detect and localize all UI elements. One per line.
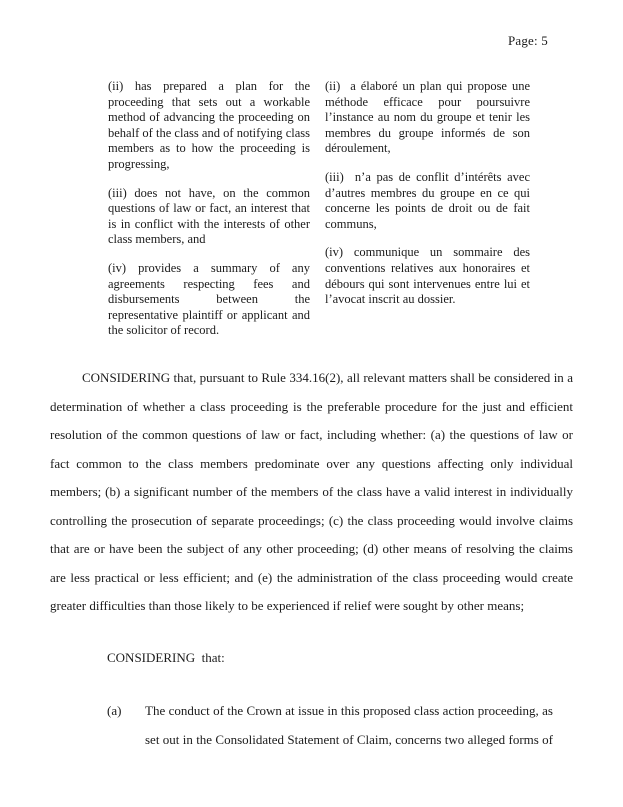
list-item-a bbox=[107, 697, 573, 754]
page-number: Page: 5 bbox=[507, 33, 548, 48]
bilingual-clause-columns bbox=[108, 79, 534, 352]
clause-en-iv: (iv) provides a summary of any agreements respecting fees and disbursements between the representative plaintiff or applicant and the solicitor of record. bbox=[108, 260, 314, 338]
column-french bbox=[325, 79, 534, 352]
clause-fr-ii: (ii) a élaboré un plan qui propose une méthode efficace pour poursuivre l’instance au nom du groupe et tenir les membres du groupe informés de son déroulement, bbox=[325, 79, 534, 156]
clause-en-iii: (iii) does not have, on the common questions of law or fact, an interest that is in conflict with the interests of other class members, and bbox=[108, 185, 314, 247]
clause-en-ii: (ii) has prepared a plan for the proceeding that sets out a workable method of advancing the proceeding on behalf of the class and of notifying class members as to how the proceeding is progressing, bbox=[108, 79, 314, 171]
document-body bbox=[50, 364, 573, 754]
considering-that-heading: CONSIDERING that: bbox=[107, 649, 225, 665]
column-english bbox=[108, 79, 314, 352]
clause-fr-iv: (iv) communique un sommaire des conventions relatives aux honoraires et débours qui sont intervenues entre lui et l’avocat inscrit au dossier. bbox=[325, 245, 534, 307]
list-marker-a: (a) bbox=[107, 703, 122, 718]
list-text-a: The conduct of the Crown at issue in this proposed class action proceeding, as set out in the Consolidated Statement of Claim, concerns two alleged forms of bbox=[145, 703, 553, 747]
clause-fr-iii: (iii) n’a pas de conflit d’intérêts avec d’autres membres du groupe en ce qui concerne les points de droit ou de fait communs, bbox=[325, 169, 534, 231]
considering-rule-paragraph: CONSIDERING that, pursuant to Rule 334.16(2), all relevant matters shall be considered in a determination of whether a class proceeding is the preferable procedure for the just and efficient resolution of the common questions of law or fact, including whether: (a) the questions of law or fact common to the class members predominate over any questions affecting only individual members; (b) a significant number of the members of the class have a valid interest in individually controlling the prosecution of separate proceedings; (c) the class proceeding would involve claims that are or have been the subject of any other proceeding; (d) other means of resolving the claims are less practical or less efficient; and (e) the administration of the class proceeding would create greater difficulties than those likely to be experienced if relief were sought by other means; bbox=[50, 370, 573, 613]
